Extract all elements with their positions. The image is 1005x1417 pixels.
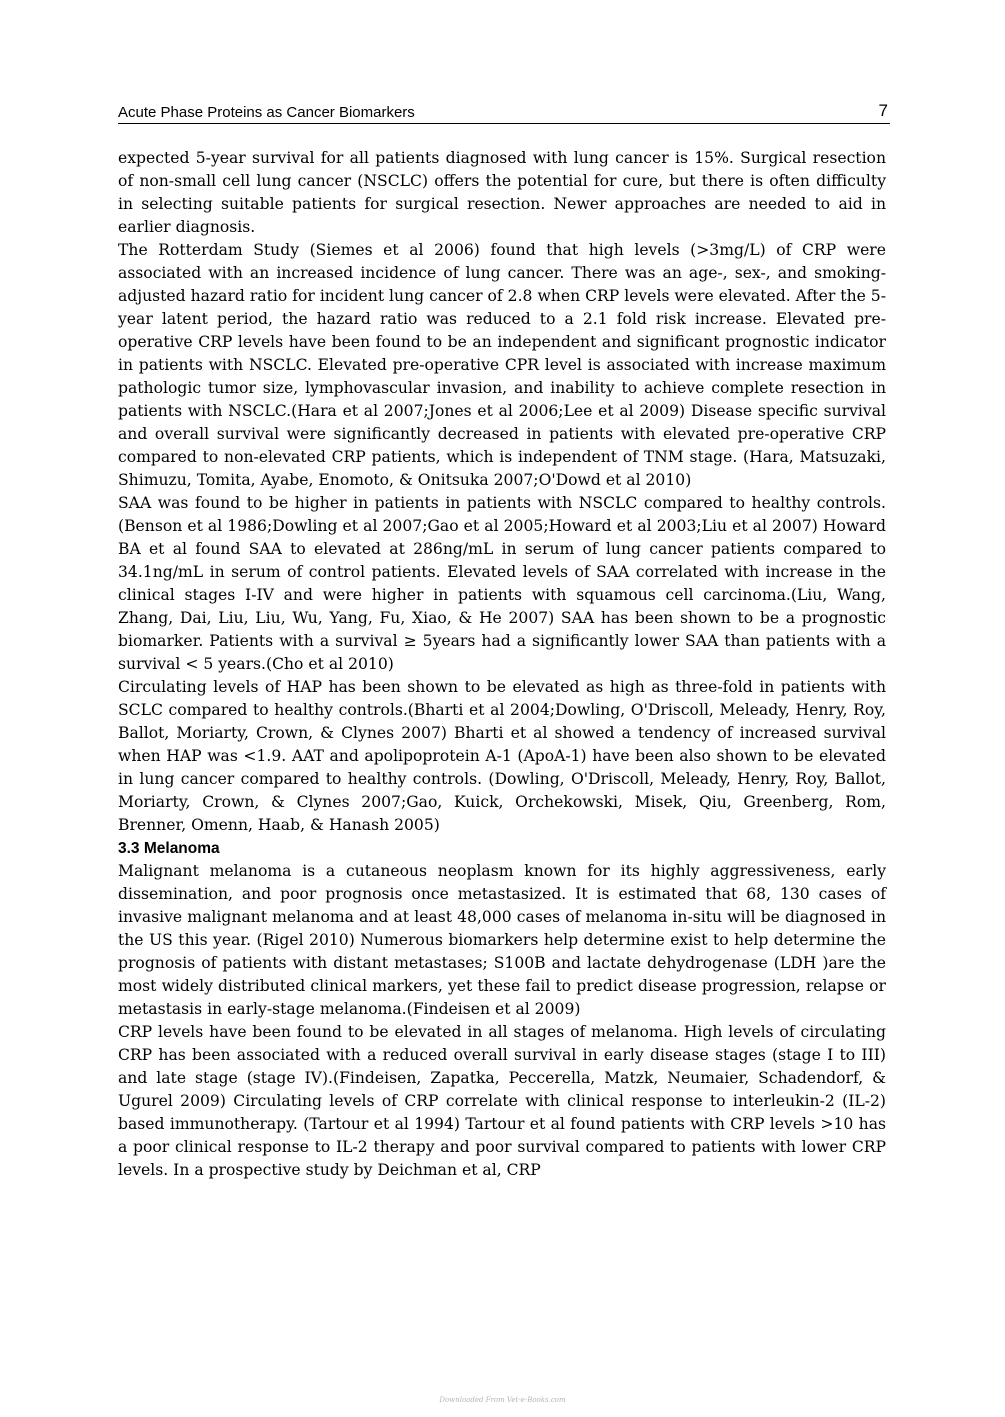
running-title: Acute Phase Proteins as Cancer Biomarkers xyxy=(118,104,415,121)
paragraph: expected 5-year survival for all patients diagnosed with lung cancer is 15%. Surgical resection of non-small cell lung cancer (NSCLC) offers the potential for cure, but there is often difficulty in selecting suitable patients for surgical resection. Newer approaches are needed to aid in earlier diagnosis. xyxy=(118,149,886,236)
paragraph: Malignant melanoma is a cutaneous neoplasm known for its highly aggressiveness, early dissemination, and poor prognosis once metastasized. It is estimated that 68, 130 cases of invasive malignant melanoma and at least 48,000 cases of melanoma in-situ will be diagnosed in the US this year. (Rigel 2010) Numerous biomarkers help determine exist to help determine the prognosis of patients with distant metastases; S100B and lactate dehydrogenase (LDH )are the most widely distributed clinical markers, yet these fail to predict disease progression, relapse or metastasis in early-stage melanoma.(Findeisen et al 2009) xyxy=(118,862,886,1018)
paragraph: SAA was found to be higher in patients in patients with NSCLC compared to healthy controls.(Benson et al 1986;Dowling et al 2007;Gao et al 2005;Howard et al 2003;Liu et al 2007) Howard BA et al found SAA to elevated at 286ng/mL in serum of lung cancer patients compared to 34.1ng/mL in serum of control patients. Elevated levels of SAA correlated with increase in the clinical stages I-IV and were higher in patients with squamous cell carcinoma.(Liu, Wang, Zhang, Dai, Liu, Liu, Wu, Yang, Fu, Xiao, & He 2007) SAA has been shown to be a prognostic biomarker. Patients with a survival ≥ 5years had a significantly lower SAA than patients with a survival < 5 years.(Cho et al 2010) xyxy=(118,494,886,673)
paragraph: CRP levels have been found to be elevated in all stages of melanoma. High levels of circulating CRP has been associated with a reduced overall survival in early disease stages (stage I to III) and late stage (stage IV).(Findeisen, Zapatka, Peccerella, Matzk, Neumaier, Schadendorf, & Ugurel 2009) Circulating levels of CRP correlate with clinical response to interleukin-2 (IL-2) based immunotherapy. (Tartour et al 1994) Tartour et al found patients with CRP levels >10 has a poor clinical response to IL-2 therapy and poor survival compared to patients with lower CRP levels. In a prospective study by Deichman et al, CRP xyxy=(118,1023,886,1179)
section-heading: 3.3 Melanoma xyxy=(118,840,220,857)
running-header xyxy=(118,99,890,124)
body-text xyxy=(118,147,886,1182)
paragraph: Circulating levels of HAP has been shown to be elevated as high as three-fold in patients with SCLC compared to healthy controls.(Bharti et al 2004;Dowling, O'Driscoll, Meleady, Henry, Roy, Ballot, Moriarty, Crown, & Clynes 2007) Bharti et al showed a tendency of increased survival when HAP was <1.9. AAT and apolipoprotein A-1 (ApoA-1) have been also shown to be elevated in lung cancer compared to healthy controls. (Dowling, O'Driscoll, Meleady, Henry, Roy, Ballot, Moriarty, Crown, & Clynes 2007;Gao, Kuick, Orchekowski, Misek, Qiu, Greenberg, Rom, Brenner, Omenn, Haab, & Hanash 2005) xyxy=(118,678,886,834)
paragraph: The Rotterdam Study (Siemes et al 2006) found that high levels (>3mg/L) of CRP were associated with an increased incidence of lung cancer. There was an age-, sex-, and smoking-adjusted hazard ratio for incident lung cancer of 2.8 when CRP levels were elevated. After the 5-year latent period, the hazard ratio was reduced to a 2.1 fold risk increase. Elevated pre-operative CRP levels have been found to be an independent and significant prognostic indicator in patients with NSCLC. Elevated pre-operative CPR level is associated with increase maximum pathologic tumor size, lymphovascular invasion, and inability to achieve complete resection in patients with NSCLC.(Hara et al 2007;Jones et al 2006;Lee et al 2009) Disease specific survival and overall survival were significantly decreased in patients with elevated pre-operative CRP compared to non-elevated CRP patients, which is independent of TNM stage. (Hara, Matsuzaki, Shimuzu, Tomita, Ayabe, Enomoto, & Onitsuka 2007;O'Dowd et al 2010) xyxy=(118,241,886,489)
page-number: 7 xyxy=(878,101,888,120)
footer-watermark: Downloaded From Vet-e-Books.com xyxy=(439,1396,566,1404)
